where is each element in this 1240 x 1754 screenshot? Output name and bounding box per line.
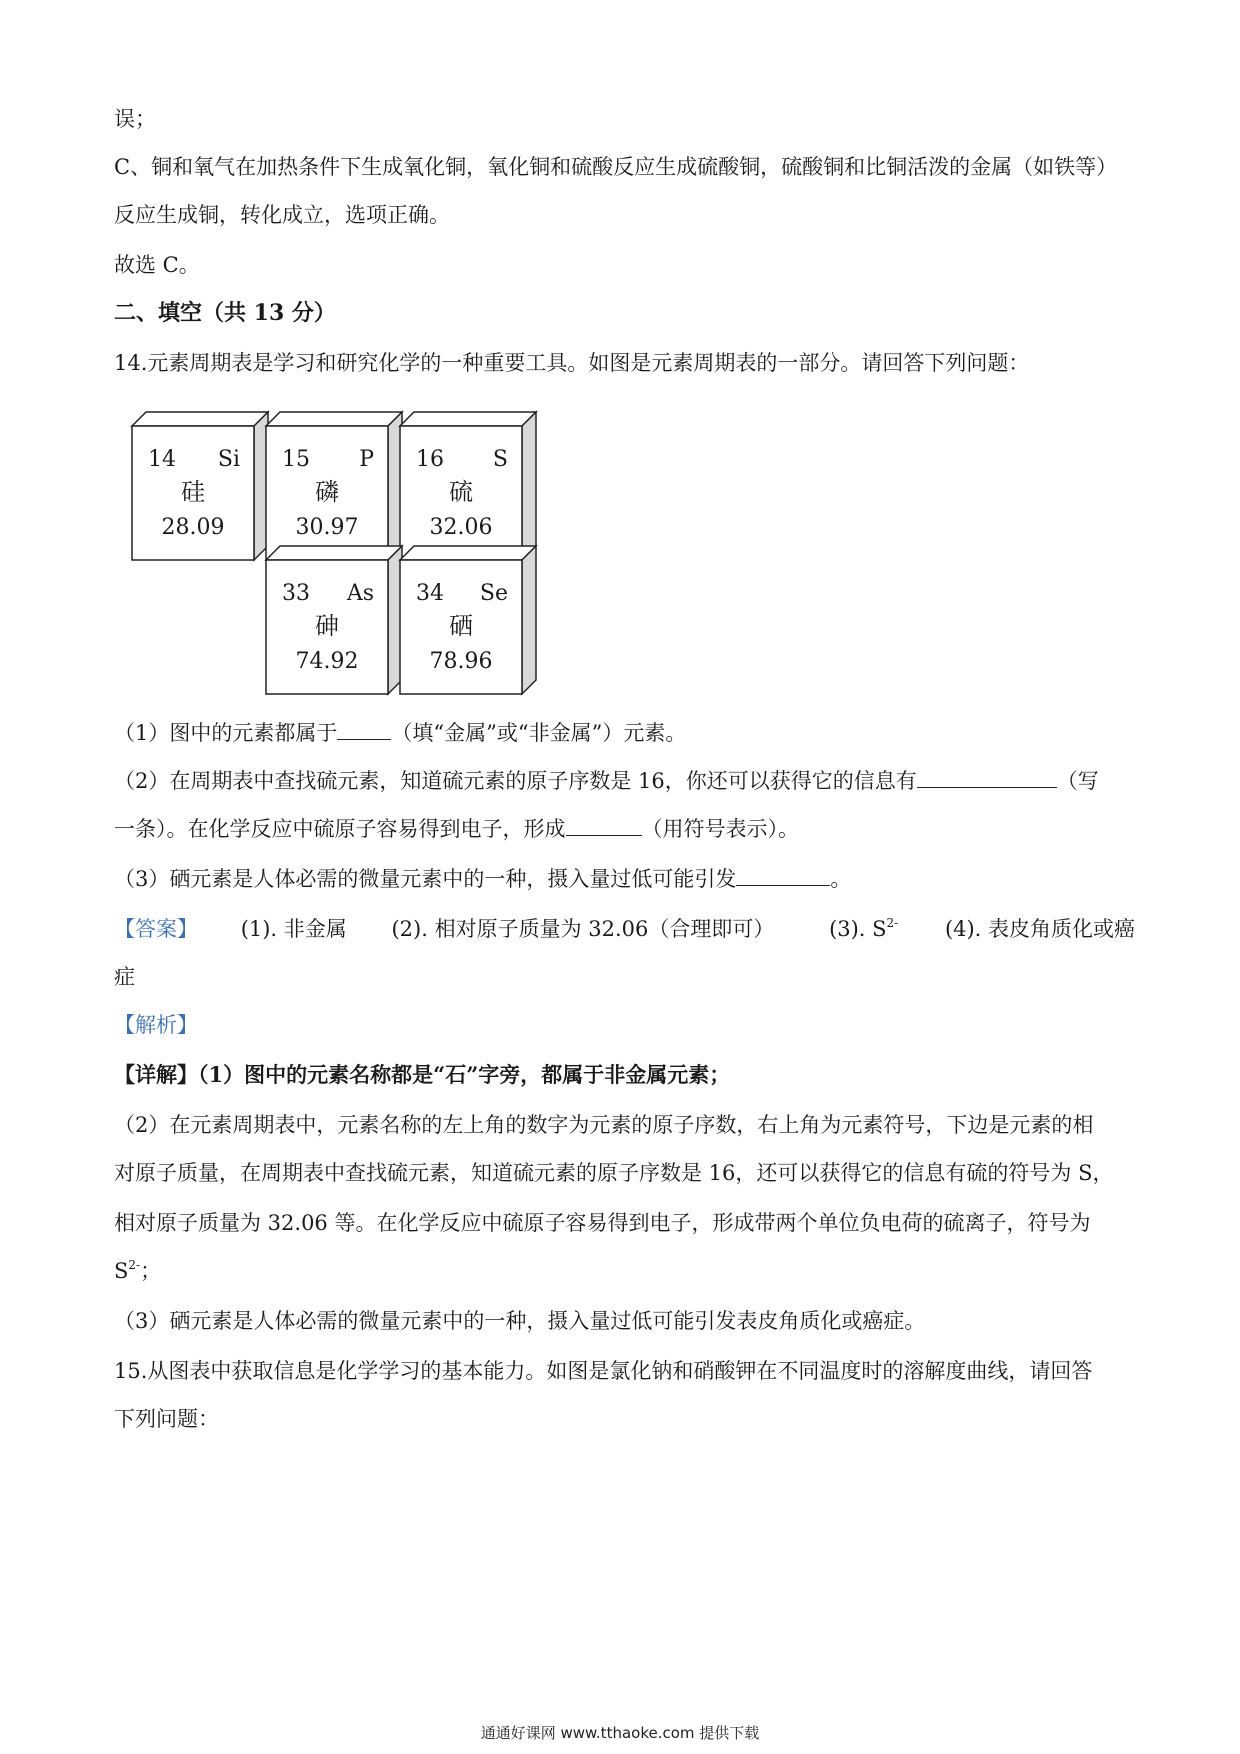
q14-part3-text-a: （3）硒元素是人体必需的微量元素中的一种，摄入量过低可能引发: [114, 867, 737, 891]
atomic-mass: 28.09: [161, 515, 225, 540]
q14-part2-text-a: （2）在周期表中查找硫元素，知道硫元素的原子序数是 16，你还可以获得它的信息有: [114, 769, 917, 793]
element-tile: [266, 412, 402, 560]
answer-item-3-text: (3). S: [829, 917, 887, 941]
element-symbol: Se: [479, 581, 508, 606]
text-line-1: 误；: [114, 107, 156, 131]
element-name: 砷: [315, 612, 339, 640]
element-tile: [400, 546, 536, 694]
element-symbol: Si: [217, 447, 240, 472]
answer-line: [114, 914, 1135, 944]
atomic-number: 16: [416, 447, 444, 472]
q14-part1-text-a: （1）图中的元素都属于: [114, 721, 338, 745]
q14-part2: [114, 766, 1099, 796]
detail-line-2c: 相对原子质量为 32.06 等。在化学反应中硫原子容易得到电子，形成带两个单位负电荷的硫离子，符号为: [114, 1211, 1091, 1235]
detail-line-2a: （2）在元素周期表中，元素名称的左上角的数字为元素的原子序数，右上角为元素符号，下边是元素的相: [114, 1113, 1094, 1137]
answer-line-cont: 症: [114, 965, 135, 989]
answer-blank-3[interactable]: [566, 815, 642, 836]
detail-line-2d-suffix: ；: [140, 1259, 162, 1283]
footer-watermark: 通通好课网 www.tthaoke.com 提供下载: [480, 1724, 760, 1742]
atomic-mass: 74.92: [295, 649, 359, 674]
answer-item-1: (1). 非金属: [240, 917, 347, 941]
text-line-3: 反应生成铜，转化成立，选项正确。: [114, 203, 450, 227]
q14-part3: [114, 864, 851, 894]
element-symbol: As: [346, 581, 374, 606]
text-line-2: C、铜和氧气在加热条件下生成氧化铜，氧化铜和硫酸反应生成硫酸铜，硫酸铜和比铜活泼的金属（如铁等）: [114, 155, 1118, 179]
detail-line-2d-prefix: S: [114, 1259, 129, 1283]
detail-line-2b: 对原子质量，在周期表中查找硫元素，知道硫元素的原子序数是 16，还可以获得它的信息有硫的符号为 S，: [114, 1161, 1114, 1185]
detail-line-1: [114, 1060, 730, 1090]
answer-item-3-sup: 2-: [886, 916, 899, 930]
answer-item-2: (2). 相对原子质量为 32.06（合理即可）: [391, 917, 775, 941]
atomic-mass: 30.97: [295, 515, 359, 540]
element-tile: [400, 412, 536, 560]
q14-part2-text-b: （写: [1056, 769, 1099, 793]
detail-line-2d-sup: 2-: [128, 1258, 141, 1272]
q14-part2-text-d: （用符号表示）。: [641, 817, 799, 841]
atomic-number: 14: [148, 447, 176, 472]
q14-part1-text-b: （填“金属”或“非金属”）元素。: [391, 721, 687, 745]
element-symbol: P: [359, 447, 374, 472]
detail-line-2d: [114, 1256, 161, 1286]
text-line-4: 故选 C。: [114, 253, 200, 277]
answer-blank-4[interactable]: [736, 865, 830, 886]
answer-item-4: (4). 表皮角质化或癌: [944, 917, 1136, 941]
element-name: 硫: [449, 478, 473, 506]
element-tile: [266, 546, 402, 694]
q15-stem-a: 15.从图表中获取信息是化学学习的基本能力。如图是氯化钠和硝酸钾在不同温度时的溶解度曲线，请回答: [114, 1359, 1093, 1383]
element-tile: [132, 412, 268, 560]
element-symbol: S: [492, 447, 508, 472]
atomic-number: 34: [416, 581, 444, 606]
analysis-label: 【解析】: [114, 1013, 198, 1037]
section-heading: 二、填空（共 13 分）: [114, 300, 336, 326]
element-name: 硅: [181, 478, 205, 506]
detail-line-3: （3）硒元素是人体必需的微量元素中的一种，摄入量过低可能引发表皮角质化或癌症。: [114, 1309, 926, 1333]
atomic-mass: 78.96: [429, 649, 493, 674]
answer-label: 【答案】: [114, 917, 198, 941]
q14-part1: [114, 718, 686, 748]
atomic-number: 15: [282, 447, 310, 472]
q14-part2-cont: [114, 814, 799, 844]
q14-stem: 14.元素周期表是学习和研究化学的一种重要工具。如图是元素周期表的一部分。请回答下列问题：: [114, 351, 1030, 375]
q14-part2-text-c: 一条）。在化学反应中硫原子容易得到电子，形成: [114, 817, 566, 841]
answer-blank-1[interactable]: [337, 719, 391, 740]
q15-stem-b: 下列问题：: [114, 1407, 219, 1431]
answer-item-3: [829, 914, 898, 944]
q14-part3-text-b: 。: [830, 867, 852, 891]
periodic-table-figure: [130, 408, 560, 698]
answer-blank-2[interactable]: [917, 767, 1057, 788]
atomic-number: 33: [282, 581, 310, 606]
element-name: 硒: [449, 612, 473, 640]
atomic-mass: 32.06: [429, 515, 493, 540]
detail-line-1-text: 【详解】（1）图中的元素名称都是“石”字旁，都属于非金属元素；: [114, 1062, 731, 1087]
element-name: 磷: [315, 478, 339, 506]
